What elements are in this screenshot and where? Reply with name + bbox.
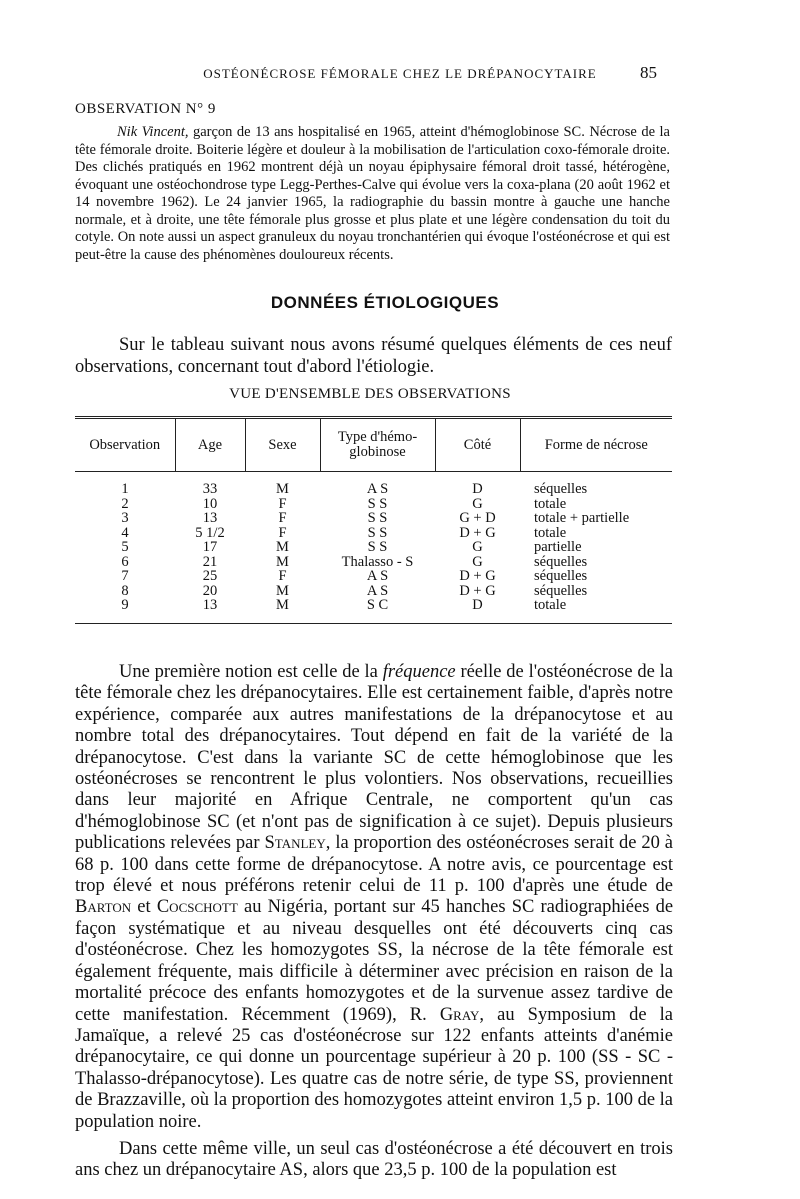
cell-sexe: M bbox=[276, 553, 289, 570]
author-stanley: Stanley, bbox=[264, 833, 331, 854]
cell-sexe: M bbox=[276, 597, 289, 613]
cell-age: 17 bbox=[202, 539, 218, 555]
cell-sexe: F bbox=[278, 510, 287, 526]
table-row bbox=[75, 555, 672, 570]
author-gray: Gray, bbox=[439, 1004, 485, 1025]
cell-cote: D + G bbox=[459, 568, 496, 584]
cell-obs: 9 bbox=[121, 597, 129, 613]
paragraph-2: Dans cette même ville, un seul cas d'ostéonécrose a été découvert en trois ans chez un drépanocytaire AS, alors que 23,5 p. 100 de la population est bbox=[75, 1138, 673, 1181]
cell-obs: 1 bbox=[121, 481, 129, 497]
cell-age: 20 bbox=[202, 582, 218, 599]
cell-type: S S bbox=[367, 539, 388, 555]
cell-cote: D + G bbox=[459, 524, 496, 541]
cell-type: S C bbox=[366, 597, 389, 613]
running-title: OSTÉONÉCROSE FÉMORALE CHEZ LE DRÉPANOCYTAIRE bbox=[203, 66, 597, 81]
cell-cote: G bbox=[472, 539, 483, 555]
cell-age: 33 bbox=[202, 481, 218, 497]
cell-obs: 5 bbox=[121, 539, 129, 555]
cell-cote: G bbox=[472, 553, 483, 570]
table-row bbox=[75, 497, 672, 512]
cell-age: 13 bbox=[202, 510, 218, 526]
author-barton: Barton bbox=[75, 897, 132, 918]
cell-type: S S bbox=[367, 495, 388, 512]
col-cote: Côté bbox=[435, 418, 520, 472]
cell-sexe: F bbox=[278, 495, 287, 512]
cell-obs: 7 bbox=[121, 568, 129, 584]
cell-forme: partielle bbox=[534, 539, 582, 555]
cell-forme: séquelles bbox=[534, 553, 588, 570]
paragraph-1: Une première notion est celle de la fréquence réelle de l'ostéonécrose de la tête fémorale chez les drépanocytaires. Elle est certainement faible, d'après notre expérience, comparée aux autres manifestations de la drépanocytose et au nombre total des drépanocytaires. Tout dépend en fait de la variété de la drépanocytose. C'est dans la variante SC de cette hémoglobinose que les ostéonécroses se rencontrent le plus volontiers. Nos observations, recueillies dans leur majorité en Afrique Centrale, ne comportent qu'un cas d'hémoglobinose SC (et n'ont pas de signification à ce sujet). Depuis plusieurs publications relevées par Stanley, la proportion des ostéonécroses serait de 20 à 68 p. 100 dans cette forme de drépanocytose. A notre avis, ce pourcentage est trop élevé et nous préférons retenir celui de 11 p. 100 d'après une étude de Barton et Cocschott au Nigéria, portant sur 45 hanches SC radiographiées de façon systématique et au niveau desquelles ont été découverts cinq cas d'ostéonécrose. Chez les homozygotes SS, la nécrose de la tête fémorale est également fréquente, mais difficile à déterminer avec précision en raison de la mortalité précoce des enfants homozygotes et de la survenue assez tardive de cette manifestation. Récemment (1969), R. Gray, au Symposium de la Jamaïque, a relevé 25 cas d'ostéonécrose sur 122 enfants atteints d'anémie drépanocytaire, ce qui donne un pourcentage supérieur à 20 p. 100 (SS - SC - Thalasso-drépanocytose). Les quatre cas de notre série, de type SS, proviennent de Brazzaville, où la proportion des homozygotes atteint environ 1,5 p. 100 de la population noire. bbox=[75, 662, 674, 1132]
cell-sexe: M bbox=[276, 539, 289, 555]
col-type: Type d'hémo- globinose bbox=[320, 418, 435, 472]
cell-age: 25 bbox=[202, 568, 218, 584]
cell-obs: 2 bbox=[121, 495, 129, 512]
cell-forme: séquelles bbox=[534, 582, 588, 599]
col-sexe: Sexe bbox=[245, 418, 320, 472]
table-row bbox=[75, 598, 672, 623]
cell-obs: 8 bbox=[121, 582, 129, 599]
cell-forme: totale bbox=[534, 597, 567, 613]
section-title: DONNÉES ÉTIOLOGIQUES bbox=[270, 293, 500, 312]
cell-age: 5 1/2 bbox=[195, 524, 225, 541]
cell-cote: G + D bbox=[459, 510, 496, 526]
cell-type: S S bbox=[367, 510, 388, 526]
cell-type: A S bbox=[366, 582, 389, 599]
observation-text bbox=[75, 124, 670, 264]
cell-obs: 6 bbox=[121, 553, 129, 570]
cell-age: 10 bbox=[202, 495, 218, 512]
col-forme: Forme de nécrose bbox=[520, 418, 672, 472]
author-cocschott: Cocschott bbox=[156, 897, 238, 918]
cell-age: 21 bbox=[202, 553, 218, 570]
cell-cote: D bbox=[472, 597, 483, 613]
table-header-row bbox=[75, 418, 672, 472]
cell-sexe: F bbox=[278, 568, 287, 584]
cell-cote: D bbox=[472, 481, 483, 497]
table-row bbox=[75, 540, 672, 555]
cell-cote: D + G bbox=[459, 582, 496, 599]
cell-sexe: M bbox=[276, 582, 289, 599]
observation-title: OBSERVATION N° 9 bbox=[75, 101, 216, 117]
table-body bbox=[75, 472, 672, 624]
observations-table bbox=[75, 416, 672, 624]
table-row bbox=[75, 526, 672, 541]
observation-body: garçon de 13 ans hospitalisé en 1965, atteint d'hémoglobinose SC. Nécrose de la tête fémorale droite. Boiterie légère et douleur à la mobilisation de l'articulation coxo-fémorale droite. Des clichés pratiqués en 1962 montrent déjà un noyau épiphysaire fémoral droit tassé, hétérogène, évoquant une ostéochondrose type Legg-Perthes-Calve qui évolue vers la coxa-plana (20 août 1962 et 14 novembre 1962). Le 24 janvier 1965, la radiographie du bassin montre à gauche une hanche normale, et à droite, une tête fémorale plus grosse et plus plate et une légère condensation du toit du cotyle. On note aussi un aspect granuleux du noyau tronchantérien qui évoque l'ostéonécrose et qui est peut-être la cause des phénomènes douloureux récents. bbox=[75, 124, 670, 263]
section-intro: Sur le tableau suivant nous avons résumé quelques éléments de ces neuf observations, concernant tout d'abord l'étiologie. bbox=[75, 335, 672, 377]
cell-type: A S bbox=[366, 481, 389, 497]
cell-cote: G bbox=[472, 495, 483, 512]
table-row bbox=[75, 569, 672, 584]
cell-type: S S bbox=[367, 524, 388, 541]
cell-forme: séquelles bbox=[534, 481, 588, 497]
cell-sexe: M bbox=[276, 481, 289, 497]
table-row bbox=[75, 584, 672, 599]
cell-type: A S bbox=[366, 568, 389, 584]
col-age: Age bbox=[175, 418, 245, 472]
body-text bbox=[75, 662, 673, 1182]
cell-obs: 4 bbox=[121, 524, 129, 541]
cell-obs: 3 bbox=[121, 510, 129, 526]
patient-name: Nik Vincent, bbox=[117, 124, 189, 140]
page-number: 85 bbox=[640, 63, 657, 82]
cell-forme: totale bbox=[534, 495, 567, 512]
cell-forme: totale + partielle bbox=[534, 510, 630, 526]
table-caption: VUE D'ENSEMBLE DES OBSERVATIONS bbox=[229, 386, 511, 402]
cell-forme: totale bbox=[534, 524, 567, 541]
cell-sexe: F bbox=[278, 524, 287, 541]
table-row bbox=[75, 511, 672, 526]
col-observation: Observation bbox=[89, 436, 161, 453]
cell-age: 13 bbox=[202, 597, 218, 613]
emphasis-frequence: fréquence bbox=[382, 662, 456, 682]
cell-type: Thalasso - S bbox=[341, 553, 414, 570]
cell-forme: séquelles bbox=[534, 568, 588, 584]
table-row bbox=[75, 472, 672, 497]
